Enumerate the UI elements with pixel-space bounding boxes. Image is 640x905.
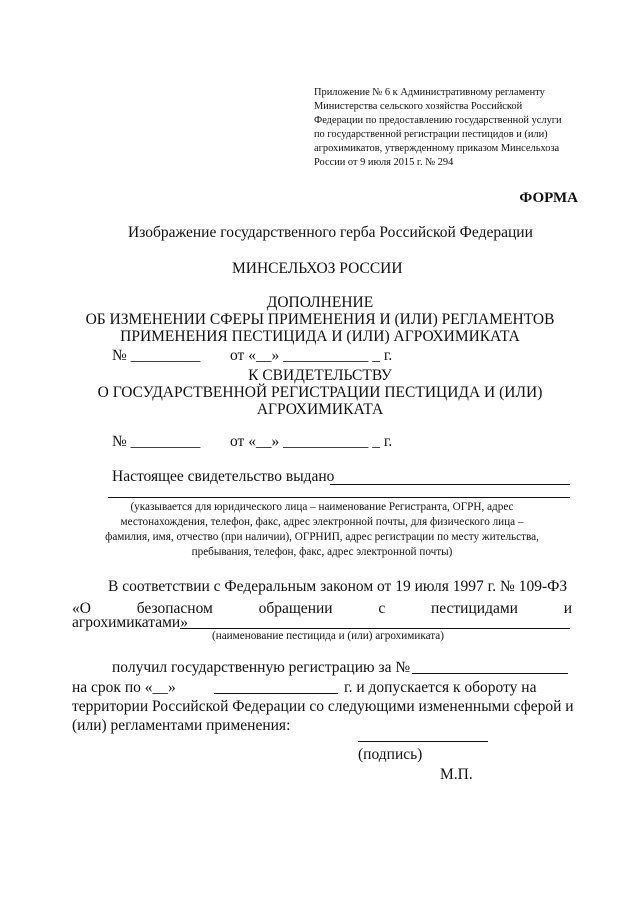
certificate-title	[60, 367, 580, 418]
form-label: ФОРМА	[519, 190, 578, 206]
title-line: О ГОСУДАРСТВЕННОЙ РЕГИСТРАЦИИ ПЕСТИЦИДА И (ИЛИ)	[97, 384, 543, 401]
registration-line-2a: на срок по «__»	[72, 679, 176, 696]
document-date-1: от «__» ___________ _ г.	[230, 347, 393, 364]
issued-note	[72, 500, 572, 560]
title-line: ПРИМЕНЕНИЯ ПЕСТИЦИДА И (ИЛИ) АГРОХИМИКАТА	[120, 328, 520, 345]
note-line: (указывается для юридического лица – наименование Регистранта, ОГРН, адрес	[130, 501, 514, 513]
note-line: фамилия, имя, отчество (при наличии), ОГРНИП, адрес регистрации по месту жительства,	[105, 531, 539, 543]
certificate-number: № _________	[112, 433, 201, 450]
certificate-date: от «__» ___________ _ г.	[230, 433, 393, 450]
signature-field[interactable]	[358, 741, 488, 742]
ministry-name: МИНСЕЛЬХОЗ РОССИИ	[232, 260, 403, 277]
law-word: пестицидами	[430, 600, 518, 617]
note-line: пребывания, телефон, факс, адрес электронной почты)	[191, 546, 453, 558]
title-line: ДОПОЛНЕНИЕ	[266, 294, 374, 311]
emblem-caption: Изображение государственного герба Российской Федерации	[128, 224, 533, 241]
law-word: обращении	[258, 600, 333, 617]
term-date-field[interactable]	[214, 693, 338, 694]
law-line-1: В соответствии с Федеральным законом от 19 июля 1997 г. № 109-ФЗ	[108, 578, 568, 595]
appendix-line: Федерации по предоставлению государственной услуги	[314, 115, 562, 126]
registration-line-2b: г. и допускается к обороту на	[344, 679, 537, 696]
registration-line-3: территории Российской Федерации со следующими измененными сферой и	[72, 698, 574, 715]
title-line: К СВИДЕТЕЛЬСТВУ	[248, 367, 392, 384]
registration-number-field[interactable]	[412, 673, 568, 674]
appendix-note	[314, 86, 604, 170]
appendix-line: России от 9 июля 2015 г. № 294	[314, 157, 454, 168]
law-word: и	[563, 600, 572, 617]
law-word: «О	[72, 600, 91, 617]
issued-to-field-line2[interactable]	[108, 497, 570, 498]
signature-label: (подпись)	[358, 746, 423, 763]
registration-line-4: (или) регламентами применения:	[72, 717, 291, 734]
appendix-line: Министерства сельского хозяйства Российской	[314, 101, 523, 112]
pesticide-name-field[interactable]	[180, 628, 570, 629]
issued-to-field[interactable]	[330, 484, 570, 485]
appendix-line: Приложение № 6 к Административному регламенту	[314, 87, 545, 98]
pesticide-note: (наименование пестицида и (или) агрохимиката)	[212, 630, 444, 642]
stamp-label: М.П.	[440, 766, 473, 783]
document-number-1: № _________	[112, 347, 201, 364]
law-word: с	[378, 600, 386, 617]
title-line: ОБ ИЗМЕНЕНИИ СФЕРЫ ПРИМЕНЕНИЯ И (ИЛИ) РЕГЛАМЕНТОВ	[85, 311, 555, 328]
registration-line-1: получил государственную регистрацию за №	[112, 659, 411, 676]
issued-label: Настоящее свидетельство выдано	[112, 468, 335, 485]
law-word: безопасном	[136, 600, 213, 617]
note-line: местонахождения, телефон, факс, адрес электронной почты, для физического лица –	[120, 516, 524, 528]
title-line: АГРОХИМИКАТА	[256, 401, 384, 418]
law-line-3: агрохимикатами»	[72, 614, 188, 631]
appendix-line: агрохимикатов, утвержденному приказом Минсельхоза	[314, 143, 560, 154]
document-title	[60, 294, 580, 345]
appendix-line: по государственной регистрации пестицидов и (или)	[314, 129, 548, 140]
